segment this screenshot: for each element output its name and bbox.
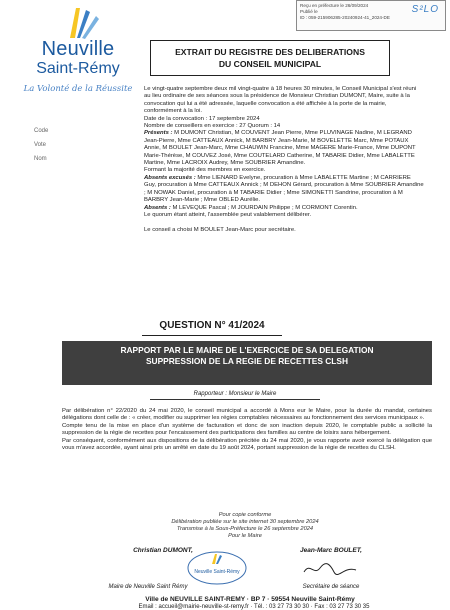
absents-paragraph	[144, 205, 424, 212]
excuses-list: Mme LIENARD Evelyne, procuration à Mme LABALETTE Martine ; M CARRIERE Guy, procuration à Mme CATTEAUX Annick ; M DEHON Gérard, procuration à Mme SOUBRIER Amandine ; M NOWAK Daniel, procuration à M TABARIE Didier ; Mme SIMONETTI Sandrine, procuration à M BARBRY Jean-Marie ; Mme OBLED Aurélie.	[144, 174, 424, 204]
stamp-published: Publié le	[300, 9, 318, 14]
published-date: Délibération publiée sur le site internet 30 septembre 2024	[171, 519, 319, 525]
convocation-date: Date de la convocation : 17 septembre 2024	[144, 115, 260, 122]
certification-note	[150, 512, 340, 540]
stamp-received: Reçu en préfecture le 26/09/2024	[300, 3, 369, 8]
secretary-name: Jean-Marc BOULET,	[299, 547, 362, 554]
town-seal-icon	[186, 550, 248, 586]
absents-label: Absents :	[144, 204, 171, 211]
reporter-line: Rapporteur : Monsieur le Maire	[150, 391, 320, 400]
report-line2: SUPPRESSION DE LA REGIE DE RECETTES CLSH	[145, 356, 349, 366]
presents-paragraph	[144, 130, 424, 167]
excuses-paragraph	[144, 175, 424, 205]
seal-text: Neuville Saint-Rémy	[194, 569, 240, 575]
transmitted-date: Transmise à la Sous-Préfecture le 26 septembre 2024	[176, 526, 314, 532]
member-counts: Nombre de conseillers en exercice : 27 Quorum : 14	[144, 123, 281, 130]
logo-name-line1: Neuville	[41, 38, 115, 60]
secretary-signature-icon	[300, 560, 360, 578]
presents-label: Présents :	[144, 130, 173, 137]
logo-name-line2: Saint-Rémy	[36, 60, 120, 77]
report-line1: RAPPORT PAR LE MAIRE DE L'EXERCICE DE SA DELEGATION	[120, 345, 374, 355]
excuses-label: Absents excusés :	[144, 174, 196, 181]
margin-vote-label: Vote	[34, 142, 47, 148]
contact-line: Email : accueil@mairie-neuville-st-remy.fr · Tél. : 03 27 73 30 30 · Fax : 03 27 73 30 35	[138, 604, 370, 610]
address-line: Ville de NEUVILLE SAINT-REMY · BP 7 · 59554 Neuville Saint-Rémy	[145, 596, 355, 603]
presents-list: M DUMONT Christian, M COUVENT Jean Pierre, Mme PLUVINAGE Nadine, M LEGRAND Jean-Pierre, Mme CATTEAUX Annick, M BARBRY Jean-Marie, M BOVELETTE Marc, Mme POTAUX Annie, M BOULET Jean-Marc, Mme CHAUWIN Francine, Mme MAGERE Marie-France, Mme DUPONT Marie-Thérèse, M COUVEZ José, Mme COUTELARD Catherine, M TABARIE Didier, Mme LABALETTE Martine, Mme LACROIX Audrey, Mme SOUBRIER Amandine.	[144, 130, 416, 167]
meeting-details	[144, 86, 424, 235]
margin-nom-label: Nom	[34, 156, 47, 162]
quorum-note: Le quorum étant atteint, l'assemblée peut valablement délibérer.	[144, 211, 312, 218]
report-banner	[62, 341, 432, 385]
margin-code-label: Code	[34, 128, 49, 134]
secretary-role: Secrétaire de séance	[302, 584, 360, 590]
report-paragraph-3: Par conséquent, conformément aux dispositions de la délibération précitée du 24 mai 2020, je vous rapporte avoir exercé la délégation que vous m'avez accordée, ayant ainsi pris un arrêté en date du 19 août 2024, portant suppression de la régie de recettes du CLSH.	[62, 437, 432, 452]
absents-list: M LEVEQUE Pascal ; M JOURDAIN Philippe ; M CORMONT Corentin.	[172, 204, 358, 211]
secretary-note: Le conseil a choisi M BOULET Jean-Marc pour secrétaire.	[144, 227, 296, 234]
question-number: QUESTION N° 41/2024	[142, 320, 282, 336]
logo-motto: La Volonté de la Réussite	[23, 84, 133, 94]
majority-note: Formant la majorité des membres en exercice.	[144, 167, 266, 174]
report-paragraph-2: Compte tenu de la mise en place d'un système de facturation et donc de son inaction depuis 2020, le comptable public a sollicité la suppression de la régie de recettes pour l'encaissement des participations des familles au centre de loisirs sans hébergement.	[62, 422, 432, 437]
stamp-id: ID : 059-215906285-20240924-41_2024-DE	[300, 15, 390, 20]
title-line1: EXTRAIT DU REGISTRE DES DELIBERATIONS	[175, 47, 365, 57]
for-the-mayor: Pour le Maire	[228, 533, 262, 539]
mayor-role: Maire de Neuville Saint Rémy	[108, 584, 188, 590]
report-body	[62, 408, 432, 452]
slo-logo: S²LO	[411, 4, 439, 15]
document-title	[150, 40, 390, 76]
mayor-name: Christian DUMONT,	[133, 547, 193, 554]
prefecture-stamp	[296, 0, 446, 31]
intro-paragraph: Le vingt-quatre septembre deux mil vingt-quatre à 18 heures 30 minutes, le Conseil Municipal s'est réuni au lieu ordinaire de ses séances sous la présidence de Monsieur Christian DUMONT, Maire, suite à la convocation qui lui a été adressée, laquelle convocation a été affichée à la porte de la mairie, conformément à la loi.	[144, 86, 417, 115]
report-paragraph-1: Par délibération n° 22/2020 du 24 mai 2020, le conseil municipal a accordé à Mons eur le Maire, pour la durée du mandat, certaines délégations dont celle de : « créer, modifier ou supprimer les régies comptables nécessaires au fonctionnement des services municipaux ».	[62, 408, 432, 422]
copy-conform: Pour copie conforme	[218, 512, 272, 518]
title-line2: DU CONSEIL MUNICIPAL	[218, 59, 322, 69]
